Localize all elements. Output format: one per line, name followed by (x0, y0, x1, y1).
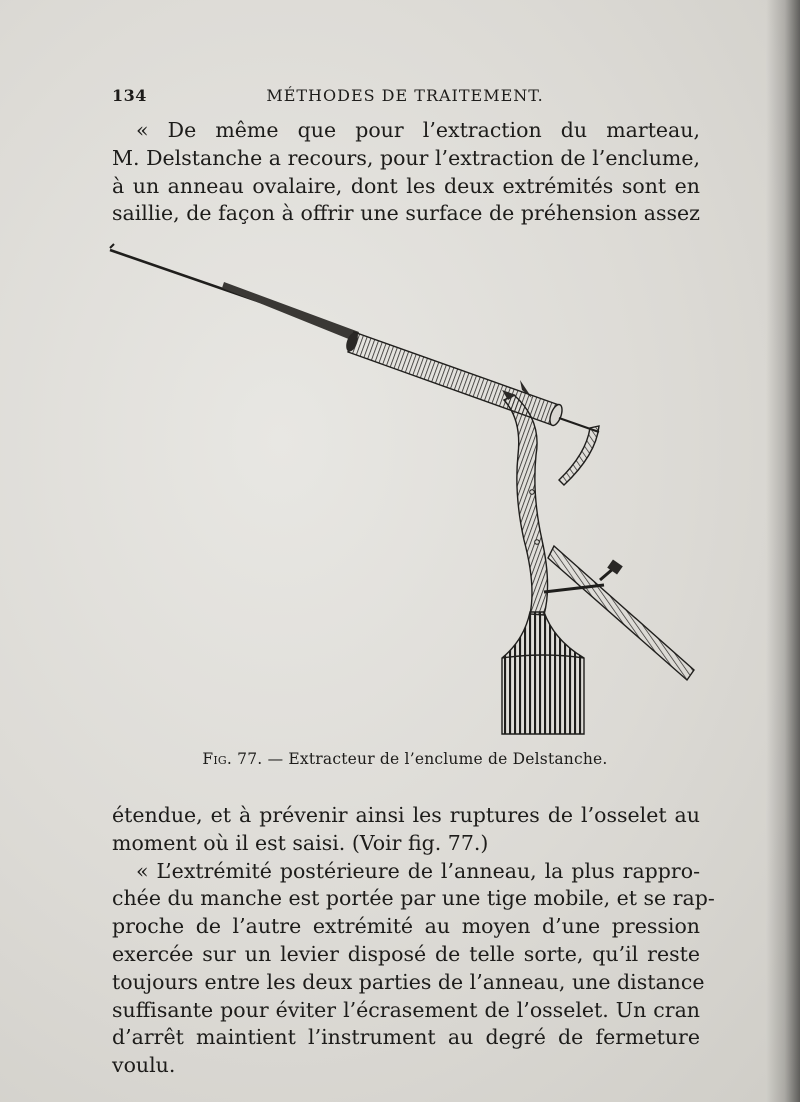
figure-caption (112, 750, 698, 768)
text-line: proche de l’autre extrémité au moyen d’une pression (112, 914, 700, 939)
figure-77 (104, 240, 704, 740)
page-number: 134 (112, 86, 147, 105)
text-line: « De même que pour l’extraction du marteau, (136, 118, 700, 142)
text-line: « L’extrémité postérieure de l’anneau, la plus rappro- (136, 858, 700, 883)
text-line: toujours entre les deux parties de l’anneau, une distance (112, 969, 705, 994)
text-line: d’arrêt maintient l’instrument au degré de fermeture (112, 1025, 700, 1050)
figure-label: Fig. 77. (202, 750, 263, 768)
text-line: moment où il est saisi. (Voir fig. 77.) (112, 830, 489, 855)
text-line: saillie, de façon à offrir une surface de préhension assez (112, 201, 700, 226)
running-header (112, 86, 698, 110)
running-title: MÉTHODES DE TRAITEMENT. (266, 86, 544, 105)
figure-caption-text: — Extracteur de l’enclume de Delstanche. (267, 750, 608, 768)
text-line: à un anneau ovalaire, dont les deux extrémités sont en (112, 173, 700, 198)
text-line: suffisante pour éviter l’écrasement de l’osselet. Un cran (112, 997, 700, 1022)
page-gutter-shadow (766, 0, 800, 1102)
paragraph-top (112, 117, 700, 228)
text-line: M. Delstanche a recours, pour l’extraction de l’enclume, (112, 145, 700, 170)
text-line: chée du manche est portée par une tige mobile, et se rap- (112, 886, 715, 911)
text-line: exercée sur un levier disposé de telle sorte, qu’il reste (112, 941, 700, 966)
paragraph-bottom (112, 802, 715, 1080)
text-line: étendue, et à prévenir ainsi les ruptures de l’osselet au (112, 803, 700, 827)
incus-extractor-icon (104, 240, 704, 740)
text-line: voulu. (112, 1053, 176, 1078)
